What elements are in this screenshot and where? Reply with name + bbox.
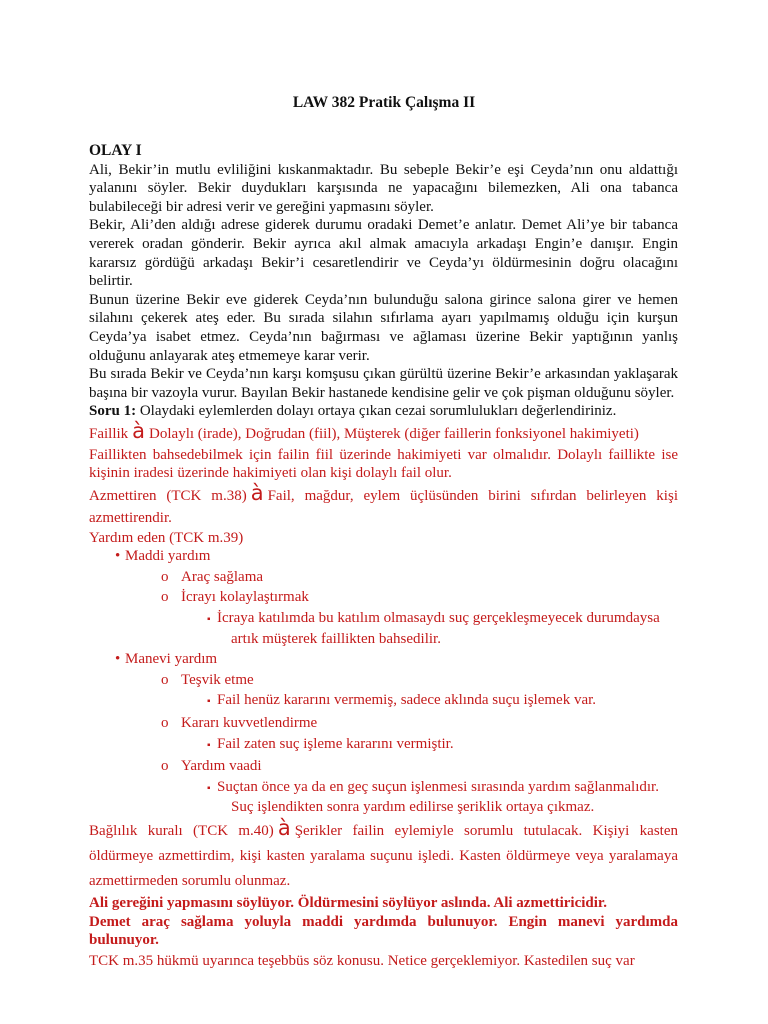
square-bullet-icon: ▪ [207,696,211,708]
karari-label: Kararı kuvvetlendirme [181,715,318,732]
document-title: LAW 382 Pratik Çalışma II [292,94,476,111]
list-item-vaadi-note [89,778,678,799]
paragraph-4: Bu sırada Bekir ve Ceyda’nın karşı komşusu çıkan gürültü üzerine Bekir’e arkasından yaklaşarak başına bir vazoyla vurur. Bayılan Bekir hastanede kendisine gelir ve çok pişman olduğunu söyler. [89,366,678,401]
azmettiren-term: Azmettiren (TCK m.38) [89,487,247,504]
circle-bullet-icon: o [161,589,169,606]
square-bullet-icon: ▪ [207,614,211,626]
list-item-tesvik-note [89,691,678,712]
square-bullet-icon: ▪ [207,739,211,751]
paragraph-1: Ali, Bekir’in mutlu evliliğini kıskanmaktadır. Bu sebeple Bekir’e eşi Ceyda’nın onu aldattığı yalanını söyler. Bekir duydukları karşısında ne yapacağını bilemezken, Ali ona tabanca bulabileceği bir adresi verir ve gereğini yapmasını söyler. [89,161,678,215]
vaadi-cont: Suç işlendikten sonra yardım edilirse şeriklik ortaya çıkmaz. [231,799,595,816]
paragraph-3: Bunun üzerine Bekir eve giderek Ceyda’nın bulunduğu salona girince salona girer ve hemen silahını çekerek ateş eder. Bu sırada silahın sıfırlama ayarı yapılmamış olduğu için kurşun Ceyda’ya isabet etmez. Ceyda’nın bağırması ve ağlaması üzerine Bekir yaptığının yanlış olduğunu anlayarak ateş etmemeye karar verir. [89,291,678,364]
yardim-eden: Yardım eden (TCK m.39) [89,529,244,546]
icrayi-label: İcrayı kolaylaştırmak [181,589,309,606]
arrow-icon: à [277,816,291,840]
case-heading: OLAY I [89,142,142,159]
faillik-term: Faillik [89,425,129,442]
arrow-icon: à [250,480,264,505]
baglilik-term: Bağlılık kuralı (TCK m.40) [89,823,274,839]
list-item-karari-note [89,735,678,756]
icraya-line-1: İcraya katılımda bu katılım olmasaydı suç gerçekleşmeyecek durumdaysa [217,610,660,627]
document-body [89,142,678,970]
list-item-maddi [89,547,678,566]
circle-bullet-icon: o [161,671,169,688]
faillik-note: Faillikten bahsedebilmek için failin fiil üzerinde hakimiyeti var olmalıdır. Dolaylı faillikte ise kişinin iradesi üzerinde hakimiyeti olan kişi dolaylı fail olur. [89,446,678,482]
tesvik-note: Fail henüz kararını vermemiş, sadece aklında suçu işlemek var. [217,692,597,709]
manevi-label: Manevi yardım [125,651,218,668]
karari-note: Fail zaten suç işleme kararını vermiştir. [217,735,454,752]
vaadi-line-1: Suçtan önce ya da en geç suçun işlenmesi sırasında yardım sağlanmalıdır. [217,778,659,795]
arrow-icon: à [132,418,146,443]
maddi-label: Maddi yardım [125,548,211,565]
list-item-arac [89,568,678,587]
baglilik-text: Şerikler failin eylemiyle sorumlu tutulacak. Kişiyi kasten öldürmeye azmettirdim, kişi kasten yaralama suçunu işledi. Kasten öldürmeye veya yaralamaya azmettirmeden sorumlu olunmaz. [89,823,679,889]
question-text: Olaydaki eylemlerden dolayı ortaya çıkan cezai sorumlulukları değerlendiriniz. [136,403,617,420]
conclusion-demet-engin: Demet araç sağlama yoluyla maddi yardımda bulunuyor. Engin manevi yardımda bulunuyor. [89,913,678,949]
list-item-tesvik [89,671,678,690]
vaadi-label: Yardım vaadi [181,758,262,775]
list-item-icrayi [89,588,678,607]
arac-label: Araç sağlama [181,568,264,585]
square-bullet-icon: ▪ [207,782,211,794]
conclusion-ali: Ali gereğini yapmasını söylüyor. Öldürmesini söylüyor aslında. Ali azmettiricidir. [89,895,607,911]
tesvik-label: Teşvik etme [181,671,254,688]
faillik-line [89,418,678,444]
question-label: Soru 1: [89,403,137,420]
circle-bullet-icon: o [161,568,169,585]
circle-bullet-icon: o [161,758,169,775]
icraya-cont: artık müşterek faillikten bahsedilir. [231,630,441,647]
baglilik-line [89,816,679,894]
circle-bullet-icon: o [161,715,169,732]
paragraph-2: Bekir, Ali’den aldığı adrese giderek durumu oradaki Demet’e anlatır. Demet Ali’ye bir tabanca vererek oradan gönderir. Bekir ayrıca akıl almak amacıyla arkadaşı Engin’e danışır. Engin kararsız gördüğü arkadaşı Bekir’i cesaretlendirir ve Ceyda’yı öldürmesinin doğru olacağını belirtir. [89,217,678,290]
bullet-icon: • [115,548,121,565]
tck-35-line: TCK m.35 hükmü uyarınca teşebbüs söz konusu. Netice gerçeklemiyor. Kastedilen suç var [89,952,635,969]
azmettiren-text: Fail, mağdur, eylem üçlüsünden birini sıfırdan belirleyen kişi azmettirendir. [89,487,678,526]
list-item-vaadi [89,757,678,776]
bullet-icon: • [115,651,121,668]
faillik-text: Dolaylı (irade), Doğrudan (fiil), Müşterek (diğer faillerin fonksiyonel hakimiyeti) [149,425,639,442]
list-item-icraya [89,609,678,630]
question-1 [89,402,678,421]
azmettiren-line [89,480,678,529]
list-item-manevi [89,650,678,669]
list-item-karari [89,714,678,733]
